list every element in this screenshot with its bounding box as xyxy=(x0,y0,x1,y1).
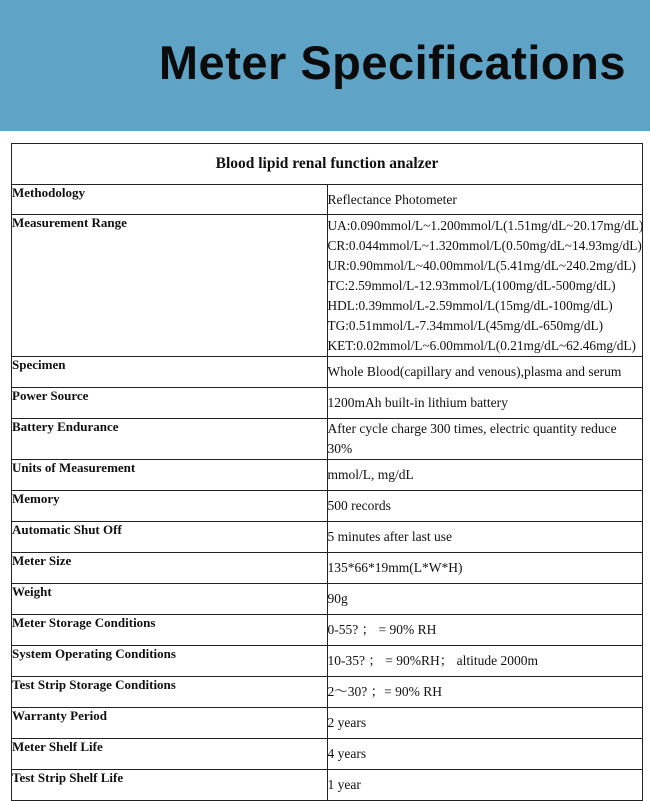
spec-row-auto-shut-off xyxy=(12,522,643,553)
page-title: Meter Specifications xyxy=(158,36,626,89)
spec-value: 500 records xyxy=(327,491,643,522)
header-banner xyxy=(0,0,650,131)
spec-label: System Operating Conditions xyxy=(12,646,328,677)
table-caption: Blood lipid renal function analzer xyxy=(12,144,643,185)
spec-value: 1 year xyxy=(327,770,643,801)
spec-label: Battery Endurance xyxy=(12,419,328,460)
spec-label: Automatic Shut Off xyxy=(12,522,328,553)
spec-row-methodology xyxy=(12,185,643,215)
spec-label: Units of Measurement xyxy=(12,460,328,491)
spec-label: Weight xyxy=(12,584,328,615)
spec-value: 2 years xyxy=(327,708,643,739)
spec-value: 90g xyxy=(327,584,643,615)
spec-row-measurement-range xyxy=(12,215,643,357)
spec-value: 10-35? ； = 90%RH； altitude 2000m xyxy=(327,646,643,677)
spec-row-meter-size xyxy=(12,553,643,584)
spec-value: 5 minutes after last use xyxy=(327,522,643,553)
spec-table xyxy=(11,143,643,801)
spec-value: Whole Blood(capillary and venous),plasma and serum xyxy=(327,357,643,388)
range-line-ket: KET:0.02mmol/L~6.00mmol/L(0.21mg/dL~62.46mg/dL) xyxy=(327,337,636,353)
range-line-cr: CR:0.044mmol/L~1.320mmol/L(0.50mg/dL~14.93mg/dL) xyxy=(327,237,642,253)
spec-label: Meter Shelf Life xyxy=(12,739,328,770)
spec-label: Specimen xyxy=(12,357,328,388)
spec-label: Power Source xyxy=(12,388,328,419)
range-line-ua: UA:0.090mmol/L~1.200mmol/L(1.51mg/dL~20.17mg/dL) xyxy=(327,217,644,233)
spec-label: Methodology xyxy=(12,185,328,215)
table-caption-row xyxy=(12,144,643,185)
spec-label: Measurement Range xyxy=(12,215,328,357)
spec-value: 1200mAh built-in lithium battery xyxy=(327,388,643,419)
spec-label: Test Strip Storage Conditions xyxy=(12,677,328,708)
spec-value: After cycle charge 300 times, electric quantity reduce 30% xyxy=(327,419,643,460)
spec-label: Test Strip Shelf Life xyxy=(12,770,328,801)
spec-row-power-source xyxy=(12,388,643,419)
spec-row-weight xyxy=(12,584,643,615)
spec-row-meter-storage xyxy=(12,615,643,646)
range-line-tg: TG:0.51mmol/L-7.34mmol/L(45mg/dL-650mg/dL) xyxy=(327,317,604,333)
spec-value: mmol/L, mg/dL xyxy=(327,460,643,491)
spec-value: 0-55? ； = 90% RH xyxy=(327,615,643,646)
spec-value: 135*66*19mm(L*W*H) xyxy=(327,553,643,584)
spec-row-strip-storage xyxy=(12,677,643,708)
range-line-ur: UR:0.90mmol/L~40.00mmol/L(5.41mg/dL~240.2mg/dL) xyxy=(327,257,636,273)
spec-row-meter-shelf-life xyxy=(12,739,643,770)
spec-row-warranty xyxy=(12,708,643,739)
spec-value: 4 years xyxy=(327,739,643,770)
range-line-hdl: HDL:0.39mmol/L-2.59mmol/L(15mg/dL-100mg/dL) xyxy=(327,297,613,313)
spec-row-units xyxy=(12,460,643,491)
spec-value: 2～30? ；= 90% RH xyxy=(327,677,643,708)
spec-row-operating-conditions xyxy=(12,646,643,677)
spec-row-strip-shelf-life xyxy=(12,770,643,801)
spec-label: Meter Size xyxy=(12,553,328,584)
measurement-range-list xyxy=(327,215,643,357)
spec-label: Memory xyxy=(12,491,328,522)
spec-label: Meter Storage Conditions xyxy=(12,615,328,646)
spec-row-memory xyxy=(12,491,643,522)
spec-row-specimen xyxy=(12,357,643,388)
spec-label: Warranty Period xyxy=(12,708,328,739)
spec-row-battery-endurance xyxy=(12,419,643,460)
spec-value: Reflectance Photometer xyxy=(327,185,643,215)
range-line-tc: TC:2.59mmol/L-12.93mmol/L(100mg/dL-500mg/dL) xyxy=(327,277,616,293)
